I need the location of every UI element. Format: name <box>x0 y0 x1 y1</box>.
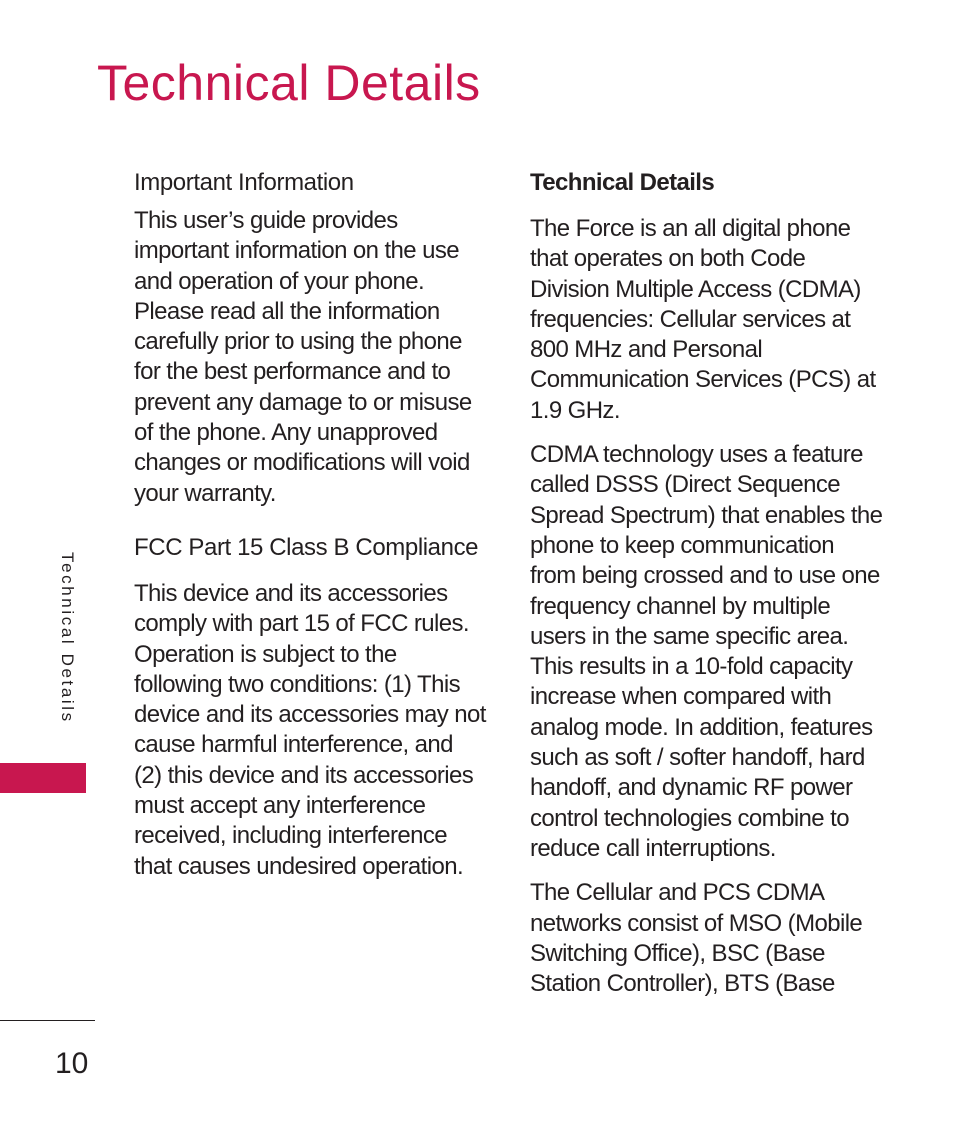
paragraph-rest: is an all digital phone that operates on both Code Division Multiple Access (CDMA) frequencies: Cellular services at 800 MHz and Personal Communication Services (PCS) at 1.9 GHz. <box>530 215 876 424</box>
important-information-paragraph: This user’s guide provides important information on the use and operation of your phone. Please read all the information carefully prior to using the phone for the best performance and to prevent any damage to or misuse of the phone. Any unapproved changes or modifications will void your warranty. <box>134 207 472 507</box>
technical-details-paragraph-2: CDMA technology uses a feature called DSSS (Direct Sequence Spread Spectrum) that enables the phone to keep communication from being crossed and to use one frequency channel by multiple users in the same specific area. This results in a 10-fold capacity increase when compared with analog mode. In addition, features such as soft / softer handoff, hard handoff, and dynamic RF power control technologies combine to reduce call interruptions. <box>530 441 883 862</box>
paragraph-prefix: The <box>530 215 576 242</box>
technical-details-paragraph-1 <box>530 214 884 426</box>
technical-details-paragraph-3: The Cellular and PCS CDMA networks consist of MSO (Mobile Switching Office), BSC (Base Station Controller), BTS (Base <box>530 879 863 998</box>
fcc-compliance-paragraph: This device and its accessories comply with part 15 of FCC rules. Operation is subject to the following two conditions: (1) This device and its accessories may not cause harmful interference, and (2) this device and its accessories must accept any interference received, including interference that causes undesired operation. <box>134 579 486 880</box>
section-heading-technical-details: Technical Details <box>530 169 715 196</box>
section-heading-fcc-compliance: FCC Part 15 Class B Compliance <box>134 533 479 561</box>
right-column <box>530 166 884 999</box>
left-column <box>134 166 486 882</box>
side-section-label: Technical Details <box>58 552 77 724</box>
side-section-tab <box>0 763 86 793</box>
page-title: Technical Details <box>97 55 481 111</box>
section-heading-important-information: Important Information <box>134 169 354 196</box>
footer-divider <box>0 1020 95 1021</box>
product-name: Force <box>575 215 634 242</box>
page-number: 10 <box>55 1047 89 1080</box>
